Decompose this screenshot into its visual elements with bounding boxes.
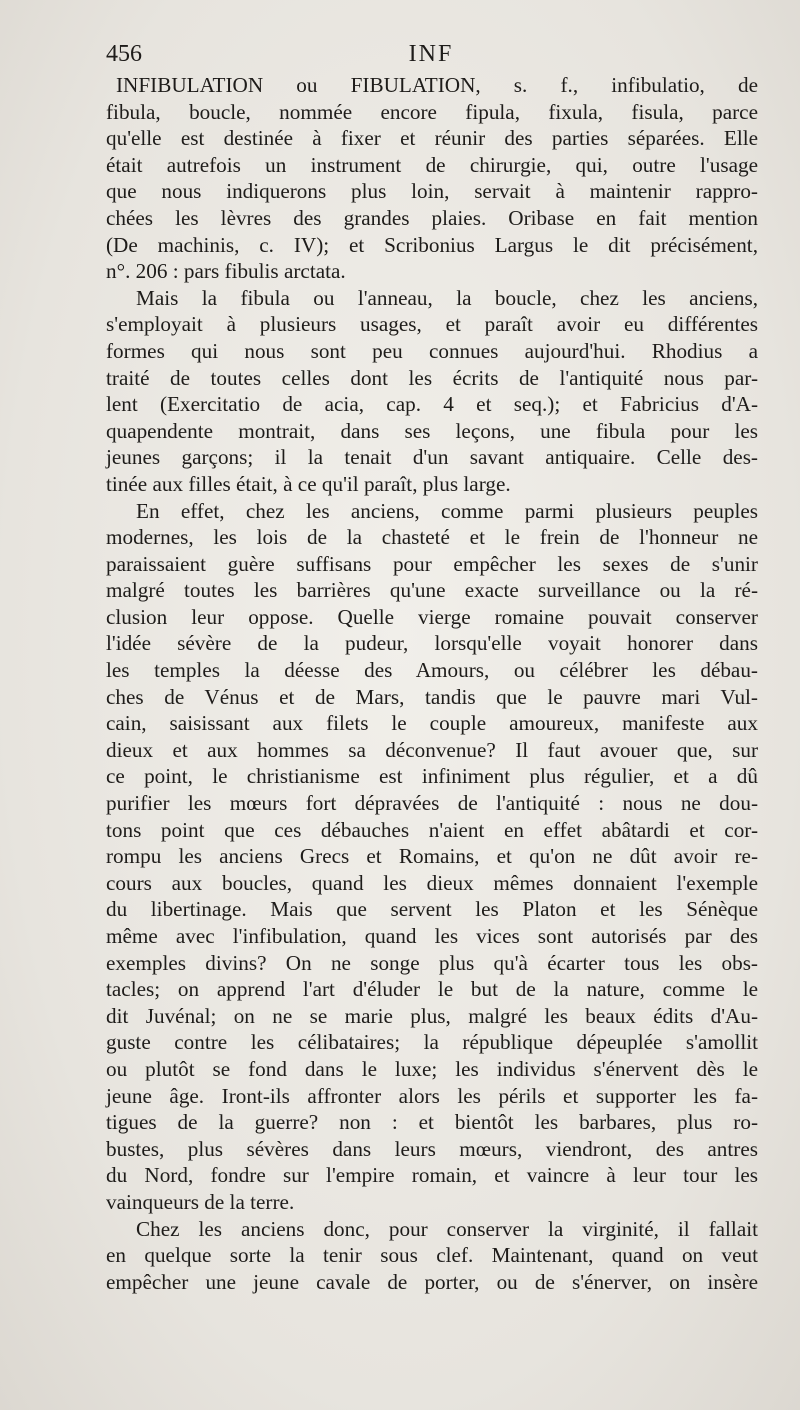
text-line: en quelque sorte la tenir sous clef. Maintenant, quand on veut bbox=[106, 1243, 758, 1268]
text-line: tacles; on apprend l'art d'éluder le but de la nature, comme le bbox=[106, 977, 758, 1002]
text-line: même avec l'infibulation, quand les vices sont autorisés par des bbox=[106, 924, 758, 948]
page-number: 456 bbox=[106, 41, 142, 67]
page-header bbox=[106, 38, 756, 70]
text-line: qu'elle est destinée à fixer et réunir des parties séparées. Elle bbox=[106, 126, 758, 151]
text-line: quapendente montrait, dans ses leçons, une fibula pour les bbox=[106, 418, 758, 443]
text-line: vainqueurs de la terre. bbox=[106, 1189, 295, 1214]
text-line: jeunes garçons; il la tenait d'un savant antiquaire. Celle des- bbox=[106, 445, 758, 470]
text-line: (De machinis, c. IV); et Scribonius Largus le dit précisément, bbox=[106, 232, 758, 257]
text-line: dit Juvénal; on ne se marie plus, malgré les beaux édits d'Au- bbox=[106, 1003, 758, 1028]
text-line: malgré toutes les barrières qu'une exacte surveillance ou la ré- bbox=[106, 578, 758, 603]
text-line: tons point que ces débauches n'aient en effet abâtardi et cor- bbox=[106, 817, 758, 842]
text-line: ce point, le christianisme est infiniment plus régulier, et a dû bbox=[106, 764, 758, 789]
text-line: cain, saisissant aux filets le couple amoureux, manifeste aux bbox=[106, 711, 758, 736]
text-line: tigues de la guerre? non : et bientôt les barbares, plus ro- bbox=[106, 1110, 758, 1135]
text-line: les temples la déesse des Amours, ou célébrer les débau- bbox=[106, 658, 758, 683]
text-line: chées les lèvres des grandes plaies. Oribase en fait mention bbox=[106, 205, 758, 230]
text-line: En effet, chez les anciens, comme parmi plusieurs peuples bbox=[136, 498, 758, 523]
text-line: jeune âge. Iront-ils affronter alors les périls et supporter les fa- bbox=[106, 1083, 758, 1108]
text-line: du libertinage. Mais que servent les Platon et les Sénèque bbox=[106, 897, 758, 922]
text-line: rompu les anciens Grecs et Romains, et qu'on ne dût avoir re- bbox=[106, 844, 758, 869]
text-line: s'employait à plusieurs usages, et paraît avoir eu différentes bbox=[106, 312, 758, 337]
text-line: n°. 206 : pars fibulis arctata. bbox=[106, 259, 346, 284]
running-head: INF bbox=[408, 41, 454, 67]
text-line: modernes, les lois de la chasteté et le frein de l'honneur ne bbox=[106, 525, 758, 550]
text-line: ou plutôt se fond dans le luxe; les individus s'énervent dès le bbox=[106, 1056, 758, 1081]
text-line: paraissaient guère suffisans pour empêcher les sexes de s'unir bbox=[106, 551, 758, 576]
text-line: l'idée sévère de la pudeur, lorsqu'elle voyait honorer dans bbox=[106, 631, 758, 656]
text-line: traité de toutes celles dont les écrits de l'antiquité nous par- bbox=[106, 365, 758, 390]
text-line: tinée aux filles était, à ce qu'il paraît, plus large. bbox=[106, 471, 511, 496]
text-line: formes qui nous sont peu connues aujourd'hui. Rhodius a bbox=[106, 338, 758, 363]
text-line: purifier les mœurs fort dépravées de l'antiquité : nous ne dou- bbox=[106, 791, 758, 816]
text-line: Chez les anciens donc, pour conserver la virginité, il fallait bbox=[136, 1216, 758, 1241]
text-line: ches de Vénus et de Mars, tandis que le pauvre mari Vul- bbox=[106, 684, 758, 709]
text-line: fibula, boucle, nommée encore fipula, fixula, fisula, parce bbox=[106, 99, 758, 124]
text-line: que nous indiquerons plus loin, servait à maintenir rappro- bbox=[106, 179, 758, 204]
text-line: exemples divins? On ne songe plus qu'à écarter tous les obs- bbox=[106, 950, 758, 975]
text-line: bustes, plus sévères dans leurs mœurs, viendront, des antres bbox=[106, 1136, 758, 1161]
text-line: du Nord, fondre sur l'empire romain, et vaincre à leur tour les bbox=[106, 1163, 758, 1188]
text-line: cours aux boucles, quand les dieux mêmes donnaient l'exemple bbox=[106, 870, 758, 895]
text-line: empêcher une jeune cavale de porter, ou de s'énerver, on insère bbox=[106, 1269, 758, 1294]
text-line: guste contre les célibataires; la république dépeuplée s'amollit bbox=[106, 1030, 758, 1055]
text-line: INFIBULATION ou FIBULATION, s. f., infibulatio, de bbox=[116, 73, 758, 97]
text-line: était autrefois un instrument de chirurgie, qui, outre l'usage bbox=[106, 152, 758, 177]
text-line: Mais la fibula ou l'anneau, la boucle, chez les anciens, bbox=[136, 285, 758, 310]
text-line: clusion leur oppose. Quelle vierge romaine pouvait conserver bbox=[106, 604, 758, 629]
article-text bbox=[106, 72, 758, 1295]
text-line: lent (Exercitatio de acia, cap. 4 et seq.); et Fabricius d'A- bbox=[106, 392, 758, 417]
text-line: dieux et aux hommes sa déconvenue? Il faut avouer que, sur bbox=[106, 737, 758, 762]
